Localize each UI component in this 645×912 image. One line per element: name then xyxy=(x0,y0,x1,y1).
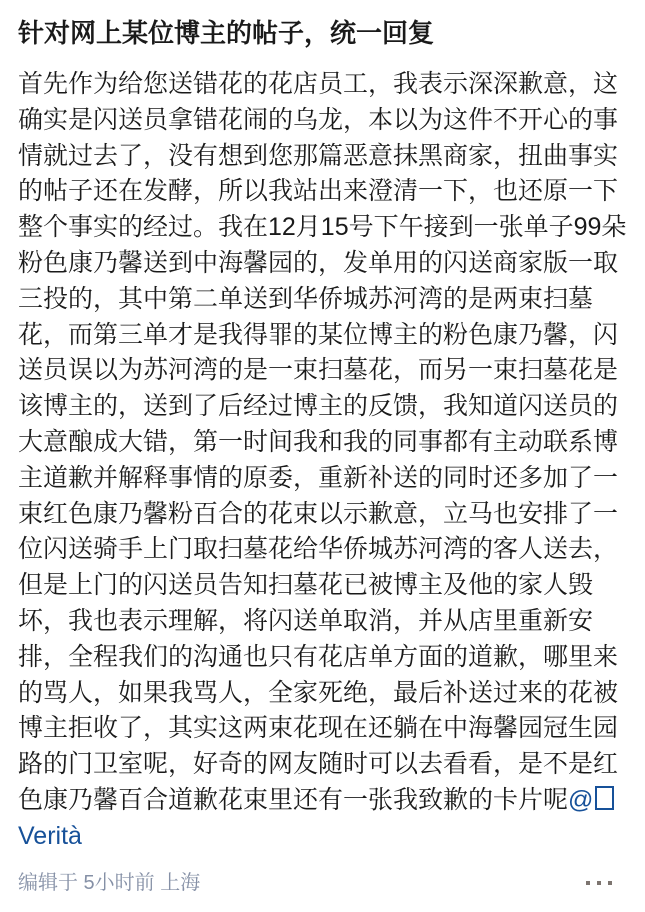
ellipsis-icon xyxy=(608,881,612,885)
ellipsis-icon xyxy=(586,881,590,885)
post-body-text: 首先作为给您送错花的花店员工，我表示深深歉意，这确实是闪送员拿错花闹的乌龙，本以为这件不开心的事情就过去了，没有想到您那篇恶意抹黑商家，扭曲事实的帖子还在发酵，所以我站出来澄清一下，也还原一下整个事实的经过。我在12月15号下午接到一张单子99朵粉色康乃馨送到中海馨园的，发单用的闪送商家版一取三投的，其中第二单送到华侨城苏河湾的是两束扫墓花，而第三单才是我得罪的某位博主的粉色康乃馨，闪送员误以为苏河湾的是一束扫墓花，而另一束扫墓花是该博主的，送到了后经过博主的反馈，我知道闪送员的大意酿成大错，第一时间我和我的同事都有主动联系博主道歉并解释事情的原委，重新补送的同时还多加了一束红色康乃馨粉百合的花束以示歉意，立马也安排了一位闪送骑手上门取扫墓花给华侨城苏河湾的客人送去，但是上门的闪送员告知扫墓花已被博主及他的家人毁坏，我也表示理解，将闪送单取消，并从店里重新安排，全程我们的沟通也只有花店单方面的道歉，哪里来的骂人，如果我骂人，全家死绝，最后补送过来的花被博主拒收了，其实这两束花现在还躺在中海馨园冠生园路的门卫室呢，好奇的网友随时可以去看看，是不是红色康乃馨百合道歉花束里还有一张我致歉的卡片呢 xyxy=(18,70,627,814)
mention-username: Verità xyxy=(18,821,82,850)
ellipsis-icon xyxy=(597,881,601,885)
missing-glyph-box xyxy=(595,786,614,810)
mention-at-symbol: @ xyxy=(568,785,594,814)
edited-timestamp-location: 编辑于 5小时前 上海 xyxy=(18,871,201,894)
post-body xyxy=(18,67,628,855)
more-options-button[interactable] xyxy=(586,875,612,891)
post-footer xyxy=(18,869,628,897)
post-title: 针对网上某位博主的帖子，统一回复 xyxy=(18,18,435,48)
